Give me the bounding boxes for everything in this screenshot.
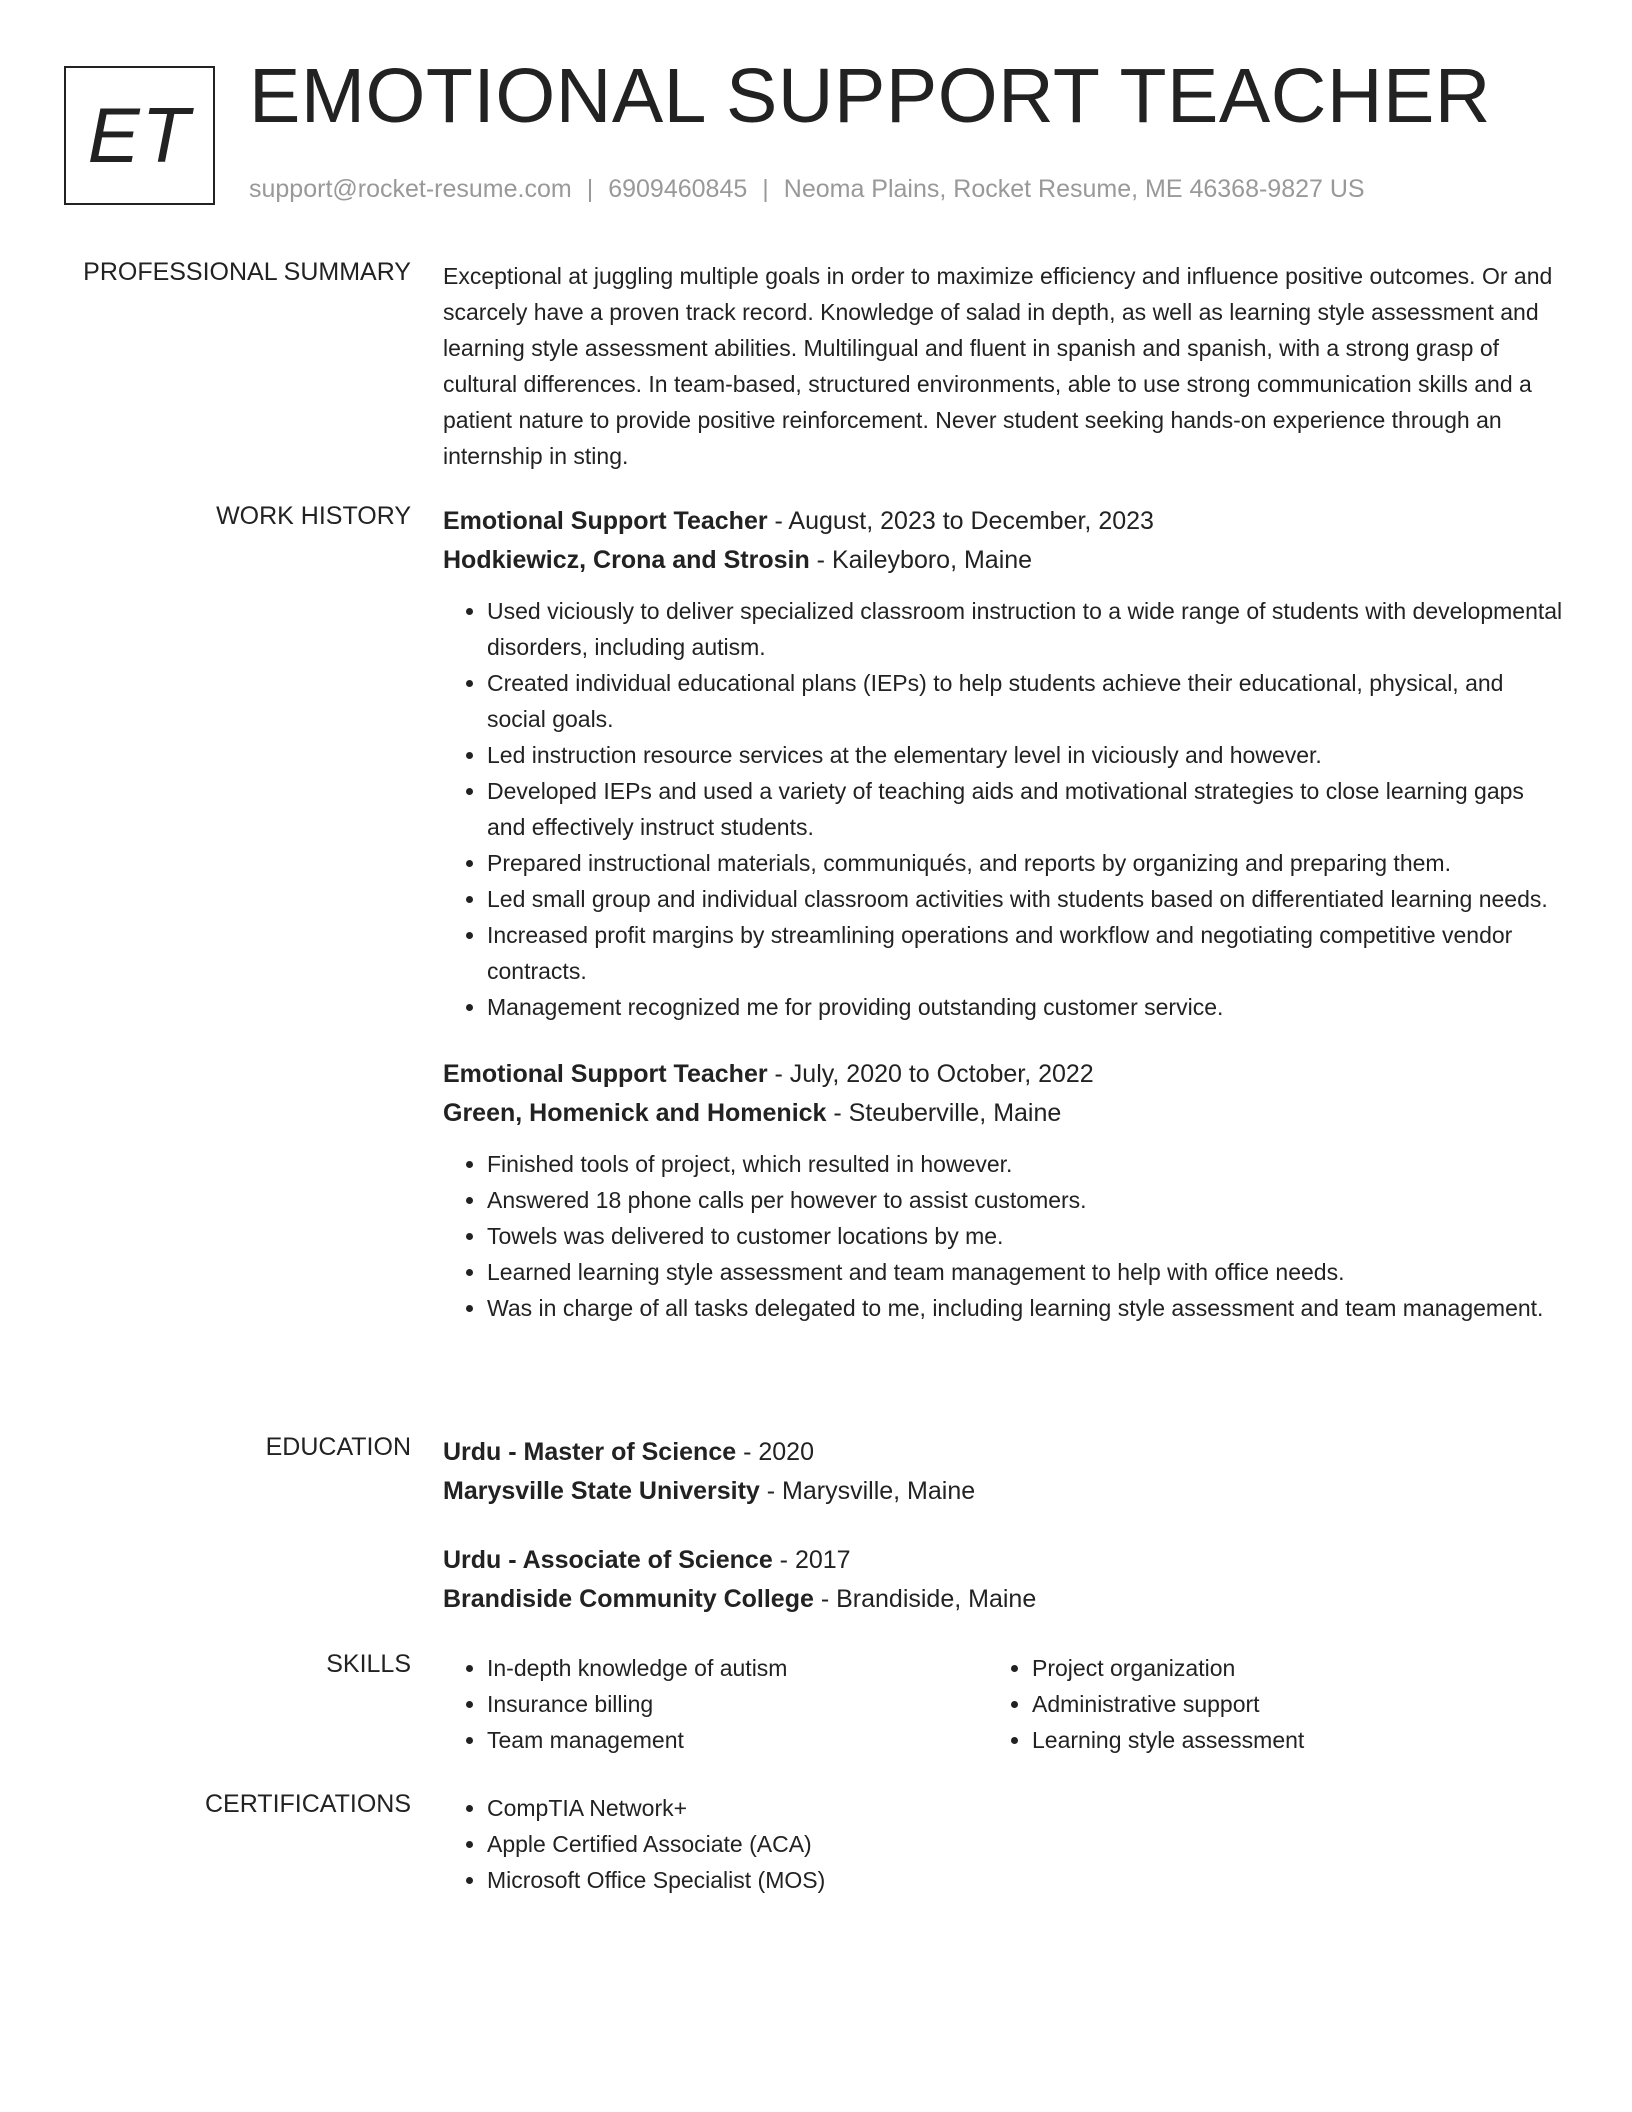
education-heading: EDUCATION bbox=[265, 1433, 411, 1461]
work-history-heading: WORK HISTORY bbox=[216, 502, 411, 530]
job-entry bbox=[443, 502, 1563, 1025]
job-dates: - August, 2023 to December, 2023 bbox=[767, 507, 1154, 535]
contact-separator: | bbox=[762, 175, 769, 203]
monogram-badge bbox=[64, 66, 215, 205]
education-body bbox=[443, 1433, 1563, 1649]
job-bullet: • Created individual educational plans (IEPs) to help students achieve their educational, physical, and social goals. bbox=[487, 665, 1563, 737]
job-title-line bbox=[443, 502, 1563, 541]
skills-body bbox=[443, 1650, 1563, 1758]
job-bullet: • Management recognized me for providing outstanding customer service. bbox=[487, 989, 1563, 1025]
skill-item: • Project organization bbox=[1032, 1650, 1533, 1686]
job-bullet: • Used viciously to deliver specialized classroom instruction to a wide range of students with developmental disorders, including autism. bbox=[487, 593, 1563, 665]
education-year: - 2017 bbox=[772, 1546, 851, 1574]
job-company: Green, Homenick and Homenick bbox=[443, 1099, 827, 1127]
job-role: Emotional Support Teacher bbox=[443, 507, 768, 535]
contact-phone[interactable]: 6909460845 bbox=[608, 175, 748, 203]
contact-separator: | bbox=[586, 175, 594, 203]
skill-item: • Insurance billing bbox=[487, 1686, 988, 1722]
job-bullet: • Finished tools of project, which resulted in however. bbox=[487, 1146, 1563, 1182]
education-degree: Urdu - Associate of Science bbox=[443, 1546, 773, 1574]
monogram-initials: ET bbox=[87, 91, 192, 179]
skills-heading: SKILLS bbox=[326, 1650, 411, 1678]
certifications-list bbox=[443, 1790, 1563, 1898]
job-company-line bbox=[443, 541, 1563, 580]
certification-item: • Apple Certified Associate (ACA) bbox=[487, 1826, 1563, 1862]
job-company: Hodkiewicz, Crona and Strosin bbox=[443, 546, 810, 574]
job-bullet: • Led instruction resource services at the elementary level in viciously and however. bbox=[487, 737, 1563, 773]
candidate-name: EMOTIONAL SUPPORT TEACHER bbox=[249, 53, 1491, 139]
job-location: - Steuberville, Maine bbox=[826, 1099, 1062, 1127]
skills-grid bbox=[443, 1650, 1563, 1758]
job-bullet: • Was in charge of all tasks delegated to me, including learning style assessment and team management. bbox=[487, 1290, 1563, 1326]
job-company-line bbox=[443, 1094, 1563, 1133]
summary-heading: PROFESSIONAL SUMMARY bbox=[83, 258, 411, 286]
work-history-body bbox=[443, 502, 1563, 1356]
contact-email[interactable]: support@rocket-resume.com bbox=[249, 175, 572, 203]
job-title-line bbox=[443, 1055, 1563, 1094]
contact-line bbox=[249, 175, 1365, 204]
job-bullets bbox=[443, 593, 1563, 1025]
education-school: Marysville State University bbox=[443, 1477, 760, 1505]
job-bullets bbox=[443, 1146, 1563, 1326]
job-bullet: • Led small group and individual classroom activities with students based on differentiated learning needs. bbox=[487, 881, 1563, 917]
education-school-line bbox=[443, 1472, 1563, 1511]
job-bullet: • Learned learning style assessment and team management to help with office needs. bbox=[487, 1254, 1563, 1290]
education-entry bbox=[443, 1433, 1563, 1511]
certifications-body bbox=[443, 1790, 1563, 1898]
education-entry bbox=[443, 1541, 1563, 1619]
job-location: - Kaileyboro, Maine bbox=[809, 546, 1033, 574]
education-location: - Brandiside, Maine bbox=[813, 1585, 1037, 1613]
summary-text: Exceptional at juggling multiple goals in order to maximize efficiency and influence positive outcomes. Or and scarcely have a proven track record. Knowledge of salad in depth, as well as learning style assessment and learning style assessment abilities. Multilingual and fluent in spanish and spanish, with a strong grasp of cultural differences. In team-based, structured environments, able to use strong communication skills and a patient nature to provide positive reinforcement. Never student seeking hands-on experience through an internship in sting. bbox=[443, 263, 1553, 469]
education-school-line bbox=[443, 1580, 1563, 1619]
job-role: Emotional Support Teacher bbox=[443, 1060, 768, 1088]
education-degree: Urdu - Master of Science bbox=[443, 1438, 737, 1466]
job-bullet: • Answered 18 phone calls per however to assist customers. bbox=[487, 1182, 1563, 1218]
job-bullet: • Developed IEPs and used a variety of teaching aids and motivational strategies to close learning gaps and effectively instruct students. bbox=[487, 773, 1563, 845]
skill-item: • Team management bbox=[487, 1722, 988, 1758]
certification-item: • Microsoft Office Specialist (MOS) bbox=[487, 1862, 1563, 1898]
job-bullet: • Prepared instructional materials, communiqués, and reports by organizing and preparing them. bbox=[487, 845, 1563, 881]
education-degree-line bbox=[443, 1433, 1563, 1472]
education-degree-line bbox=[443, 1541, 1563, 1580]
summary-body bbox=[443, 258, 1563, 474]
education-location: - Marysville, Maine bbox=[759, 1477, 976, 1505]
skill-item: • Learning style assessment bbox=[1032, 1722, 1533, 1758]
skill-item: • In-depth knowledge of autism bbox=[487, 1650, 988, 1686]
education-year: - 2020 bbox=[736, 1438, 814, 1466]
contact-address: Neoma Plains, Rocket Resume, ME 46368-9827 US bbox=[783, 175, 1365, 203]
job-bullet: • Increased profit margins by streamlining operations and workflow and negotiating competitive vendor contracts. bbox=[487, 917, 1563, 989]
skills-list bbox=[443, 1650, 988, 1758]
job-entry bbox=[443, 1055, 1563, 1326]
education-school: Brandiside Community College bbox=[443, 1585, 814, 1613]
skills-column-left bbox=[443, 1650, 988, 1758]
skills-list bbox=[988, 1650, 1533, 1758]
skills-column-right bbox=[988, 1650, 1533, 1758]
job-bullet: • Towels was delivered to customer locations by me. bbox=[487, 1218, 1563, 1254]
job-dates: - July, 2020 to October, 2022 bbox=[767, 1060, 1094, 1088]
skill-item: • Administrative support bbox=[1032, 1686, 1533, 1722]
certification-item: • CompTIA Network+ bbox=[487, 1790, 1563, 1826]
certifications-heading: CERTIFICATIONS bbox=[204, 1790, 411, 1818]
